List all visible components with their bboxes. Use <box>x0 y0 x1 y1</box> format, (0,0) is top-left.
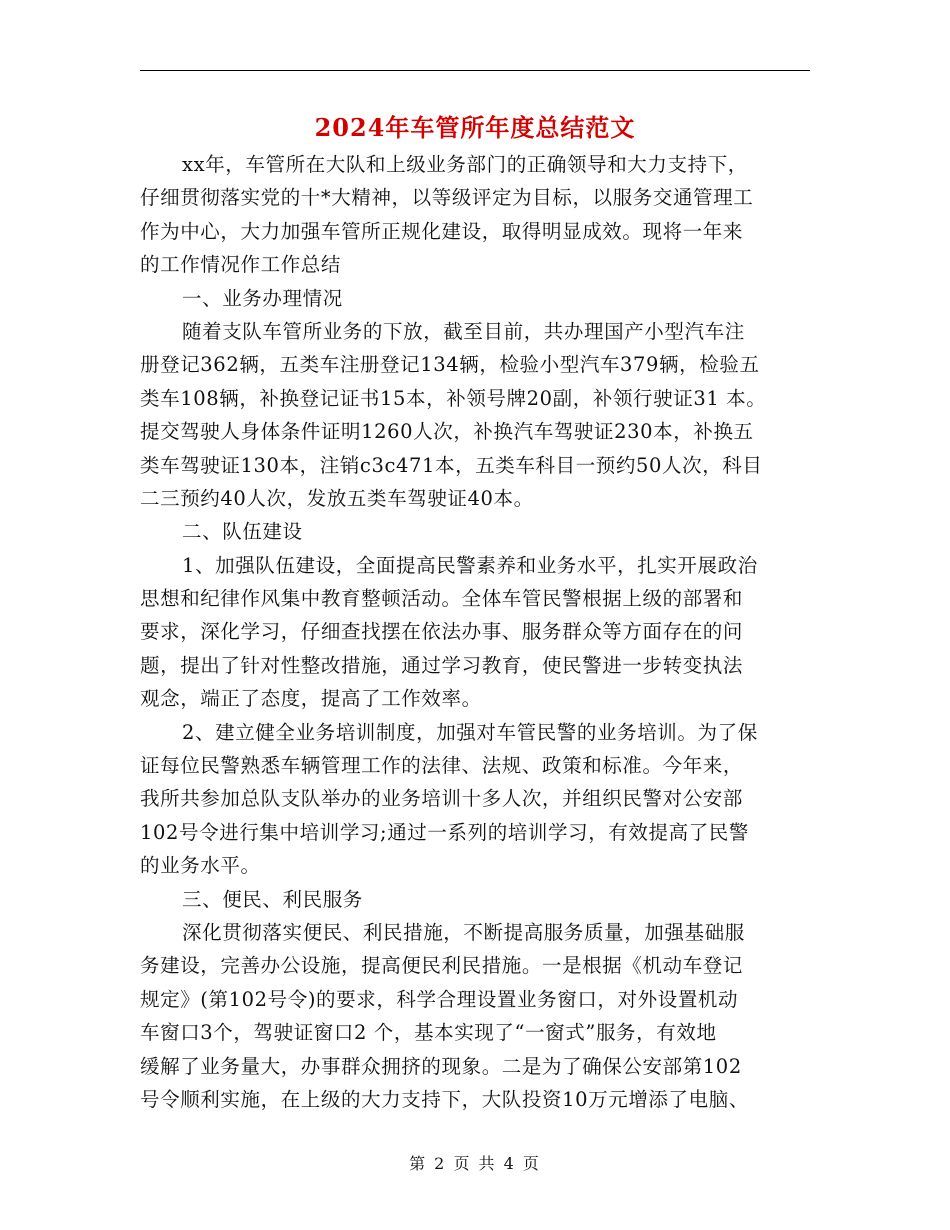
text-line: xx年，车管所在大队和上级业务部门的正确领导和大力支持下， <box>182 153 748 176</box>
page-title: 2024年车管所年度总结范文 <box>314 113 636 142</box>
section-heading: 二、队伍建设 <box>182 520 303 544</box>
section-heading: 一、业务办理情况 <box>182 286 343 310</box>
text-line: 提交驾驶人身体条件证明1260人次，补换汽车驾驶证230本，补换五 <box>140 420 754 444</box>
text-line: 缓解了业务量大，办事群众拥挤的现象。二是为了确保公安部第102 <box>140 1054 742 1078</box>
text-line: 随着支队车管所业务的下放，截至目前，共办理国产小型汽车注 <box>182 319 745 343</box>
text-line: 思想和纪律作风集中教育整顿活动。全体车管民警根据上级的部署和 <box>140 587 744 611</box>
document-body <box>140 148 812 1116</box>
text-line: 作为中心，大力加强车管所正规化建设，取得明显成效。现将一年来 <box>140 219 744 243</box>
header-rule <box>140 70 810 71</box>
text-line: 深化贯彻落实便民、利民措施，不断提高服务质量，加强基础服 <box>182 920 745 944</box>
text-line: 务建设，完善办公设施，提高便民利民措施。一是根据《机动车登记 <box>140 954 744 978</box>
text-line: 的业务水平。 <box>140 854 261 878</box>
text-line: 1、加强队伍建设，全面提高民警素养和业务水平，扎实开展政治 <box>182 553 758 577</box>
text-line: 我所共参加总队支队举办的业务培训十多人次，并组织民警对公安部 <box>140 787 744 811</box>
section-heading: 三、便民、利民服务 <box>182 887 363 911</box>
text-line: 观念，端正了态度，提高了工作效率。 <box>140 687 482 711</box>
text-line: 102号令进行集中培训学习;通过一系列的培训学习，有效提高了民警 <box>140 820 749 844</box>
text-line: 证每位民警熟悉车辆管理工作的法律、法规、政策和标准。今年来， <box>140 754 744 778</box>
text-line: 题，提出了针对性整改措施，通过学习教育，使民警进一步转变执法 <box>140 653 744 677</box>
text-line: 册登记362辆，五类车注册登记134辆，检验小型汽车379辆，检验五 <box>140 353 760 377</box>
text-line: 规定》(第102号令)的要求，科学合理设置业务窗口，对外设置机动 <box>140 987 739 1011</box>
text-line: 2、建立健全业务培训制度，加强对车管民警的业务培训。为了保 <box>182 720 758 744</box>
text-line: 仔细贯彻落实党的十*大精神，以等级评定为目标，以服务交通管理工 <box>140 186 754 210</box>
text-line: 二三预约40人次，发放五类车驾驶证40本。 <box>140 486 534 510</box>
text-line: 类车驾驶证130本，注销c3c471本，五类车科目一预约50人次，科目 <box>140 453 763 477</box>
text-line: 要求，深化学习，仔细查找摆在依法办事、服务群众等方面存在的问 <box>140 620 744 644</box>
text-line: 车窗口3个，驾驶证窗口2 个，基本实现了“一窗式”服务，有效地 <box>140 1021 717 1045</box>
text-line: 类车108辆，补换登记证书15本，补领号牌20副，补领行驶证31 本。 <box>140 386 767 410</box>
page-number: 第 2 页 共 4 页 <box>409 1154 541 1173</box>
text-line: 号令顺利实施，在上级的大力支持下，大队投资10万元增添了电脑、 <box>140 1087 749 1111</box>
text-line: 的工作情况作工作总结 <box>140 253 342 277</box>
